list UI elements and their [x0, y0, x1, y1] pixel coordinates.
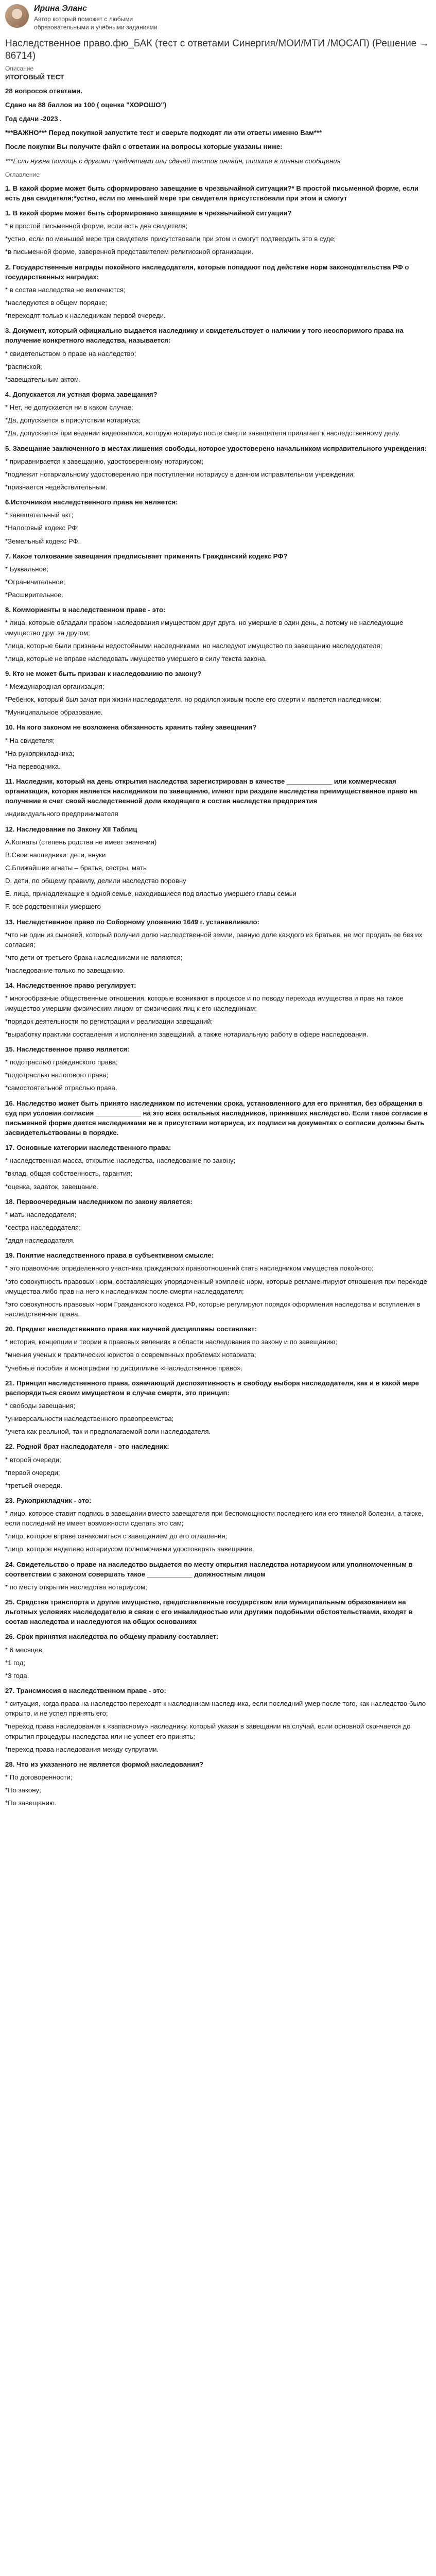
questions-list	[5, 183, 431, 1808]
answer-option: *признается недействительным.	[5, 483, 108, 491]
answer-option: индивидуального предпринимателя	[5, 810, 118, 818]
answer-option: * ситуация, когда права на наследство переходят к наследникам наследника, если последний умер после того, как наследство было открыто, и не успел принять его;	[5, 1700, 426, 1718]
answer-option: *универсальности наследственного правопреемства;	[5, 1415, 174, 1423]
answer-option: * завещательный акт;	[5, 511, 74, 519]
answer-option: *в письменной форме, заверенной представителем религиозной организации.	[5, 248, 254, 256]
question-title: 9. Кто не может быть призван к наследованию по закону?	[5, 669, 202, 677]
intro-line: 28 вопросов ответами.	[5, 87, 82, 95]
answer-option: * лица, которые обладали правом наследования имуществом друг друга, но умершие в один день, а потому не наследующие имущество друг за другом;	[5, 619, 404, 637]
intro-line: После покупки Вы получите файл с ответами на вопросы которые указаны ниже:	[5, 143, 283, 151]
question-title: 12. Наследование по Закону XII Таблиц	[5, 825, 137, 833]
intro-lines	[5, 86, 431, 166]
answer-option: *Земельный кодекс РФ.	[5, 537, 80, 545]
answer-option: *По закону;	[5, 1786, 41, 1794]
answer-option: *самостоятельной отраслью права.	[5, 1084, 117, 1092]
author-name[interactable]: Ирина Эланс	[34, 4, 87, 13]
answer-option: *подотраслью налогового права;	[5, 1071, 109, 1079]
answer-option: *это совокупность правовых норм, составляющих упорядоченный комплекс норм, которые регламентируют отношения при переходе имущества либо прав на него к наследникам после смерти наследодателя;	[5, 1277, 427, 1295]
answer-option: * Нет, не допускается ни в каком случае;	[5, 403, 133, 412]
answer-option: *мнения ученых и практических юристов о современных проблемах нотариата;	[5, 1351, 256, 1359]
answer-option: C.Ближайшие агнаты – братья, сестры, мать	[5, 864, 147, 872]
answer-option: * По договоренности;	[5, 1773, 73, 1782]
answer-option: *Ребенок, который был зачат при жизни наследодателя, но родился живым после его смерти и является наследником;	[5, 696, 381, 704]
answer-option: B.Свои наследники: дети, внуки	[5, 851, 106, 859]
answer-option: *наследуются в общем порядке;	[5, 298, 107, 307]
answer-option: *учета как реальной, так и предполагаемой воли наследодателя.	[5, 1428, 211, 1436]
page-title: Наследственное право.фю_БАК (тест с ответами Синергия/МОИ/МТИ /МОСАП) (Решение → 86714)	[5, 38, 429, 62]
answer-option: *устно, если по меньшей мере три свидетеля присутствовали при этом и смогут подтвердить это в суде;	[5, 235, 336, 243]
answer-option: *это совокупность правовых норм Гражданского кодекса РФ, которые регулируют порядок оформления наследства и вступления в наследственные права.	[5, 1300, 421, 1318]
question-title: 23. Рукоприкладчик - это:	[5, 1496, 92, 1504]
answer-option: *оценка, задаток, завещание.	[5, 1182, 99, 1191]
question-title: 10. На кого законом не возложена обязанность хранить тайну завещания?	[5, 723, 257, 732]
author-block	[5, 4, 431, 31]
answer-option: * по месту открытия наследства нотариусом;	[5, 1583, 147, 1591]
answer-option: *Да, допускается при ведении видеозаписи, которую нотариус после смерти завещателя прилагает к наследственному делу.	[5, 429, 400, 437]
answer-option: * многообразные общественные отношения, которые возникают в процессе и по поводу перехода имущества и прав на такое имущество умершим физическим лицом от физических лиц к его наследникам;	[5, 994, 404, 1012]
answer-option: * наследственная масса, открытие наследства, наследование по закону;	[5, 1157, 236, 1165]
answer-option: * в простой письменной форме, если есть два свидетеля;	[5, 222, 188, 230]
answer-option: *дядя наследодателя.	[5, 1236, 75, 1245]
answer-option: *лицо, которое наделено нотариусом полномочиями удостоверять завещание.	[5, 1545, 254, 1553]
answer-option: * приравнивается к завещанию, удостоверенному нотариусом;	[5, 457, 204, 465]
question-title: 5. Завещание заключенного в местах лишения свободы, которое удостоверено начальником исправительного учреждения:	[5, 444, 427, 452]
question-title: 25. Средства транспорта и другие имущество, предоставленные государством или муниципальным образованием на льготных условиях наследодателю в связи с его инвалидностью или другими подобными обстоятельствами, входят в состав наследства и наследуются на общих основаниях	[5, 1598, 413, 1626]
question-title: 1. В какой форме может быть сформировано завещание в чрезвычайной ситуации?* В простой письменной форме, если есть два свидетеля;*устно, если по меньшей мере три свидетеля присутствовали при этом и смогут	[5, 184, 419, 202]
intro-heading: ИТОГОВЫЙ ТЕСТ	[5, 73, 64, 81]
answer-option: * в состав наследства не включаются;	[5, 285, 126, 294]
answer-option: *что ни один из сыновей, который получил долю наследственной земли, равную доле каждого из братьев, не мог продать ее без их согласия;	[5, 930, 423, 948]
answer-option: * 6 месяцев;	[5, 1646, 44, 1654]
answer-option: * это правомочие определенного участника гражданских правоотношений стать наследником имущества покойного;	[5, 1264, 374, 1273]
answer-option: *первой очереди;	[5, 1468, 60, 1477]
question-title: 16. Наследство может быть принято наследником по истечении срока, установленного для его принятия, без обращения в суд при условии согласия ____________ на это всех остальных наследников, принявших наследство. Если такое согласие в письменной форме дается наследниками не в присутствии нотариуса, их подписи на документах о согласии должны быть засвидетельствованы в порядке.	[5, 1099, 428, 1137]
answer-option: * Буквальное;	[5, 565, 48, 573]
question-title: 20. Предмет наследственного права как научной дисциплины составляет:	[5, 1325, 257, 1333]
question-title: 14. Наследственное право регулирует:	[5, 981, 136, 990]
answer-option: * свободы завещания;	[5, 1401, 76, 1410]
answer-option: * подотраслью гражданского права;	[5, 1058, 118, 1066]
answer-option: * лицо, которое ставит подпись в завещании вместо завещателя при беспомощности последнего или его тяжелой болезни, а также, если последний не имеет возможности сделать это сам;	[5, 1510, 424, 1528]
answer-option: *На рукоприкладчика;	[5, 749, 75, 757]
question-title: 13. Наследственное право по Соборному уложению 1649 г. устанавливало:	[5, 918, 259, 926]
answer-option: *распиской;	[5, 362, 42, 370]
answer-option: *выработку практики составления и исполнения завещаний, а также нотариальную работу в сфере наследования.	[5, 1030, 369, 1038]
answer-option: * история, концепции и теории в правовых явлениях в области наследования по закону и по завещанию;	[5, 1338, 337, 1346]
answer-option: *1 год;	[5, 1658, 26, 1667]
answer-option: *Расширительное.	[5, 591, 64, 599]
author-description: Автор который поможет с любыми образовательными и учебными заданиями	[34, 15, 158, 31]
answer-option: *лицо, которое вправе ознакомиться с завещанием до его оглашения;	[5, 1532, 228, 1540]
answer-option: F. все родственники умершего	[5, 903, 101, 911]
answer-option: *Ограничительное;	[5, 578, 65, 586]
question-title: 19. Понятие наследственного права в субъективном смысле:	[5, 1251, 214, 1260]
answer-option: E. лица, принадлежащие к одной семье, находившиеся под властью умершего главы семьи	[5, 890, 297, 898]
answer-option: *На переводчика.	[5, 762, 61, 770]
answer-option: * Международная организация;	[5, 683, 104, 691]
answer-option: *наследование только по завещанию.	[5, 967, 125, 975]
answer-option: *третьей очереди.	[5, 1481, 63, 1489]
intro-line: Год сдачи -2023 .	[5, 115, 62, 123]
question-title: 3. Документ, который официально выдается наследнику и свидетельствует о наличии у того неоспоримого права на получение конкретного наследства, называется:	[5, 327, 404, 345]
answer-option: *переход права наследования к «запасному» наследнику, который указан в завещании на случай, если основной скончается до открытия процедуры наследства или не успеет его принять;	[5, 1722, 411, 1740]
answer-option: *что дети от третьего брака наследниками не являются;	[5, 954, 183, 962]
answer-option: *порядок деятельности по регистрации и реализации завещаний;	[5, 1017, 213, 1025]
answer-option: * свидетельством о праве на наследство;	[5, 349, 136, 358]
answer-option: A.Когнаты (степень родства не имеет значения)	[5, 838, 157, 846]
answer-option: *лица, которые не вправе наследовать имущество умершего в силу текста закона.	[5, 654, 267, 663]
intro-line: ***Если нужна помощь с другими предметами или сдачей тестов онлайн, пишите в личные сообщения	[5, 157, 341, 165]
answer-option: * мать наследодателя;	[5, 1210, 77, 1218]
question-title: 27. Трансмиссия в наследственном праве - это:	[5, 1687, 166, 1695]
answer-option: *Муниципальное образование.	[5, 708, 103, 717]
answer-option: *переходят только к наследникам первой очереди.	[5, 312, 166, 320]
answer-option: *учебные пособия и монографии по дисциплине «Наследственное право».	[5, 1364, 243, 1372]
question-title: 4. Допускается ли устная форма завещания?	[5, 390, 158, 398]
answer-option: * На свидетеля;	[5, 736, 55, 744]
answer-option: *завещательным актом.	[5, 375, 81, 383]
answer-option: *3 года.	[5, 1671, 29, 1680]
description-label: Описание	[5, 64, 34, 72]
intro-line: ***ВАЖНО*** Перед покупкой запустите тест и сверьте подходят ли эти ответы именно Вам***	[5, 129, 322, 137]
answer-option: *переход права наследования между супругами.	[5, 1745, 159, 1753]
answer-option: *вклад, общая собственность, гарантия;	[5, 1170, 133, 1178]
toc-label: Оглавление	[5, 171, 40, 178]
question-title: 24. Свидетельство о праве на наследство выдается по месту открытия наследства нотариусом или уполномоченным в соответствии с законом совершать такое ____________ должностным лицом	[5, 1560, 413, 1578]
question-title: 7. Какое толкование завещания предписывает применять Гражданский кодекс РФ?	[5, 552, 288, 560]
question-title: 15. Наследственное право является:	[5, 1045, 130, 1053]
question-title: 6.Источником наследственного права не является:	[5, 498, 178, 506]
question-title: 2. Государственные награды покойного наследодателя, которые попадают под действие норм законодательства РФ о государственных наградах:	[5, 263, 409, 281]
question-title: 22. Родной брат наследодателя - это наследник:	[5, 1443, 169, 1451]
question-title: 11. Наследник, который на день открытия наследства зарегистрирован в качестве ____________ или коммерческая организация, которая является наследником по завещанию, имеют при разделе наследства преимущественное право на получение в счет своей наследственной доли входящего в состав наследства предприятия	[5, 777, 417, 805]
avatar[interactable]	[5, 4, 29, 28]
question-title: 28. Что из указанного не является формой наследования?	[5, 1760, 203, 1768]
question-title: 17. Основные категории наследственного права:	[5, 1144, 171, 1152]
question-title: 1. В какой форме может быть сформировано завещание в чрезвычайной ситуации?	[5, 209, 292, 217]
question-title: 18. Первоочередным наследником по закону является:	[5, 1197, 193, 1206]
question-title: 21. Принцип наследственного права, означающий диспозитивность в свободу выбора наследодателя, как и в какой мере распорядиться своим имуществом в случае смерти, это принцип:	[5, 1379, 419, 1397]
question-title: 26. Срок принятия наследства по общему правилу составляет:	[5, 1633, 219, 1641]
answer-option: *лица, которые были признаны недостойными наследниками, но наследуют имущество по завещанию наследодателя;	[5, 641, 382, 650]
answer-option: *По завещанию.	[5, 1799, 57, 1807]
answer-option: *Налоговый кодекс РФ;	[5, 524, 79, 532]
answer-option: *сестра наследодателя;	[5, 1223, 81, 1231]
answer-option: D. дети, по общему правилу, делили наследство поровну	[5, 877, 186, 885]
answer-option: * второй очереди;	[5, 1455, 61, 1464]
answer-option: *Да, допускается в присутствии нотариуса;	[5, 416, 141, 425]
answer-option: *подлежит нотариальному удостоверению при поступлении нотариусу в данном исправительном учреждении;	[5, 470, 355, 478]
question-title: 8. Коммориенты в наследственном праве - это:	[5, 606, 166, 614]
intro-line: Сдано на 88 баллов из 100 ( оценка "ХОРОШО")	[5, 101, 167, 109]
